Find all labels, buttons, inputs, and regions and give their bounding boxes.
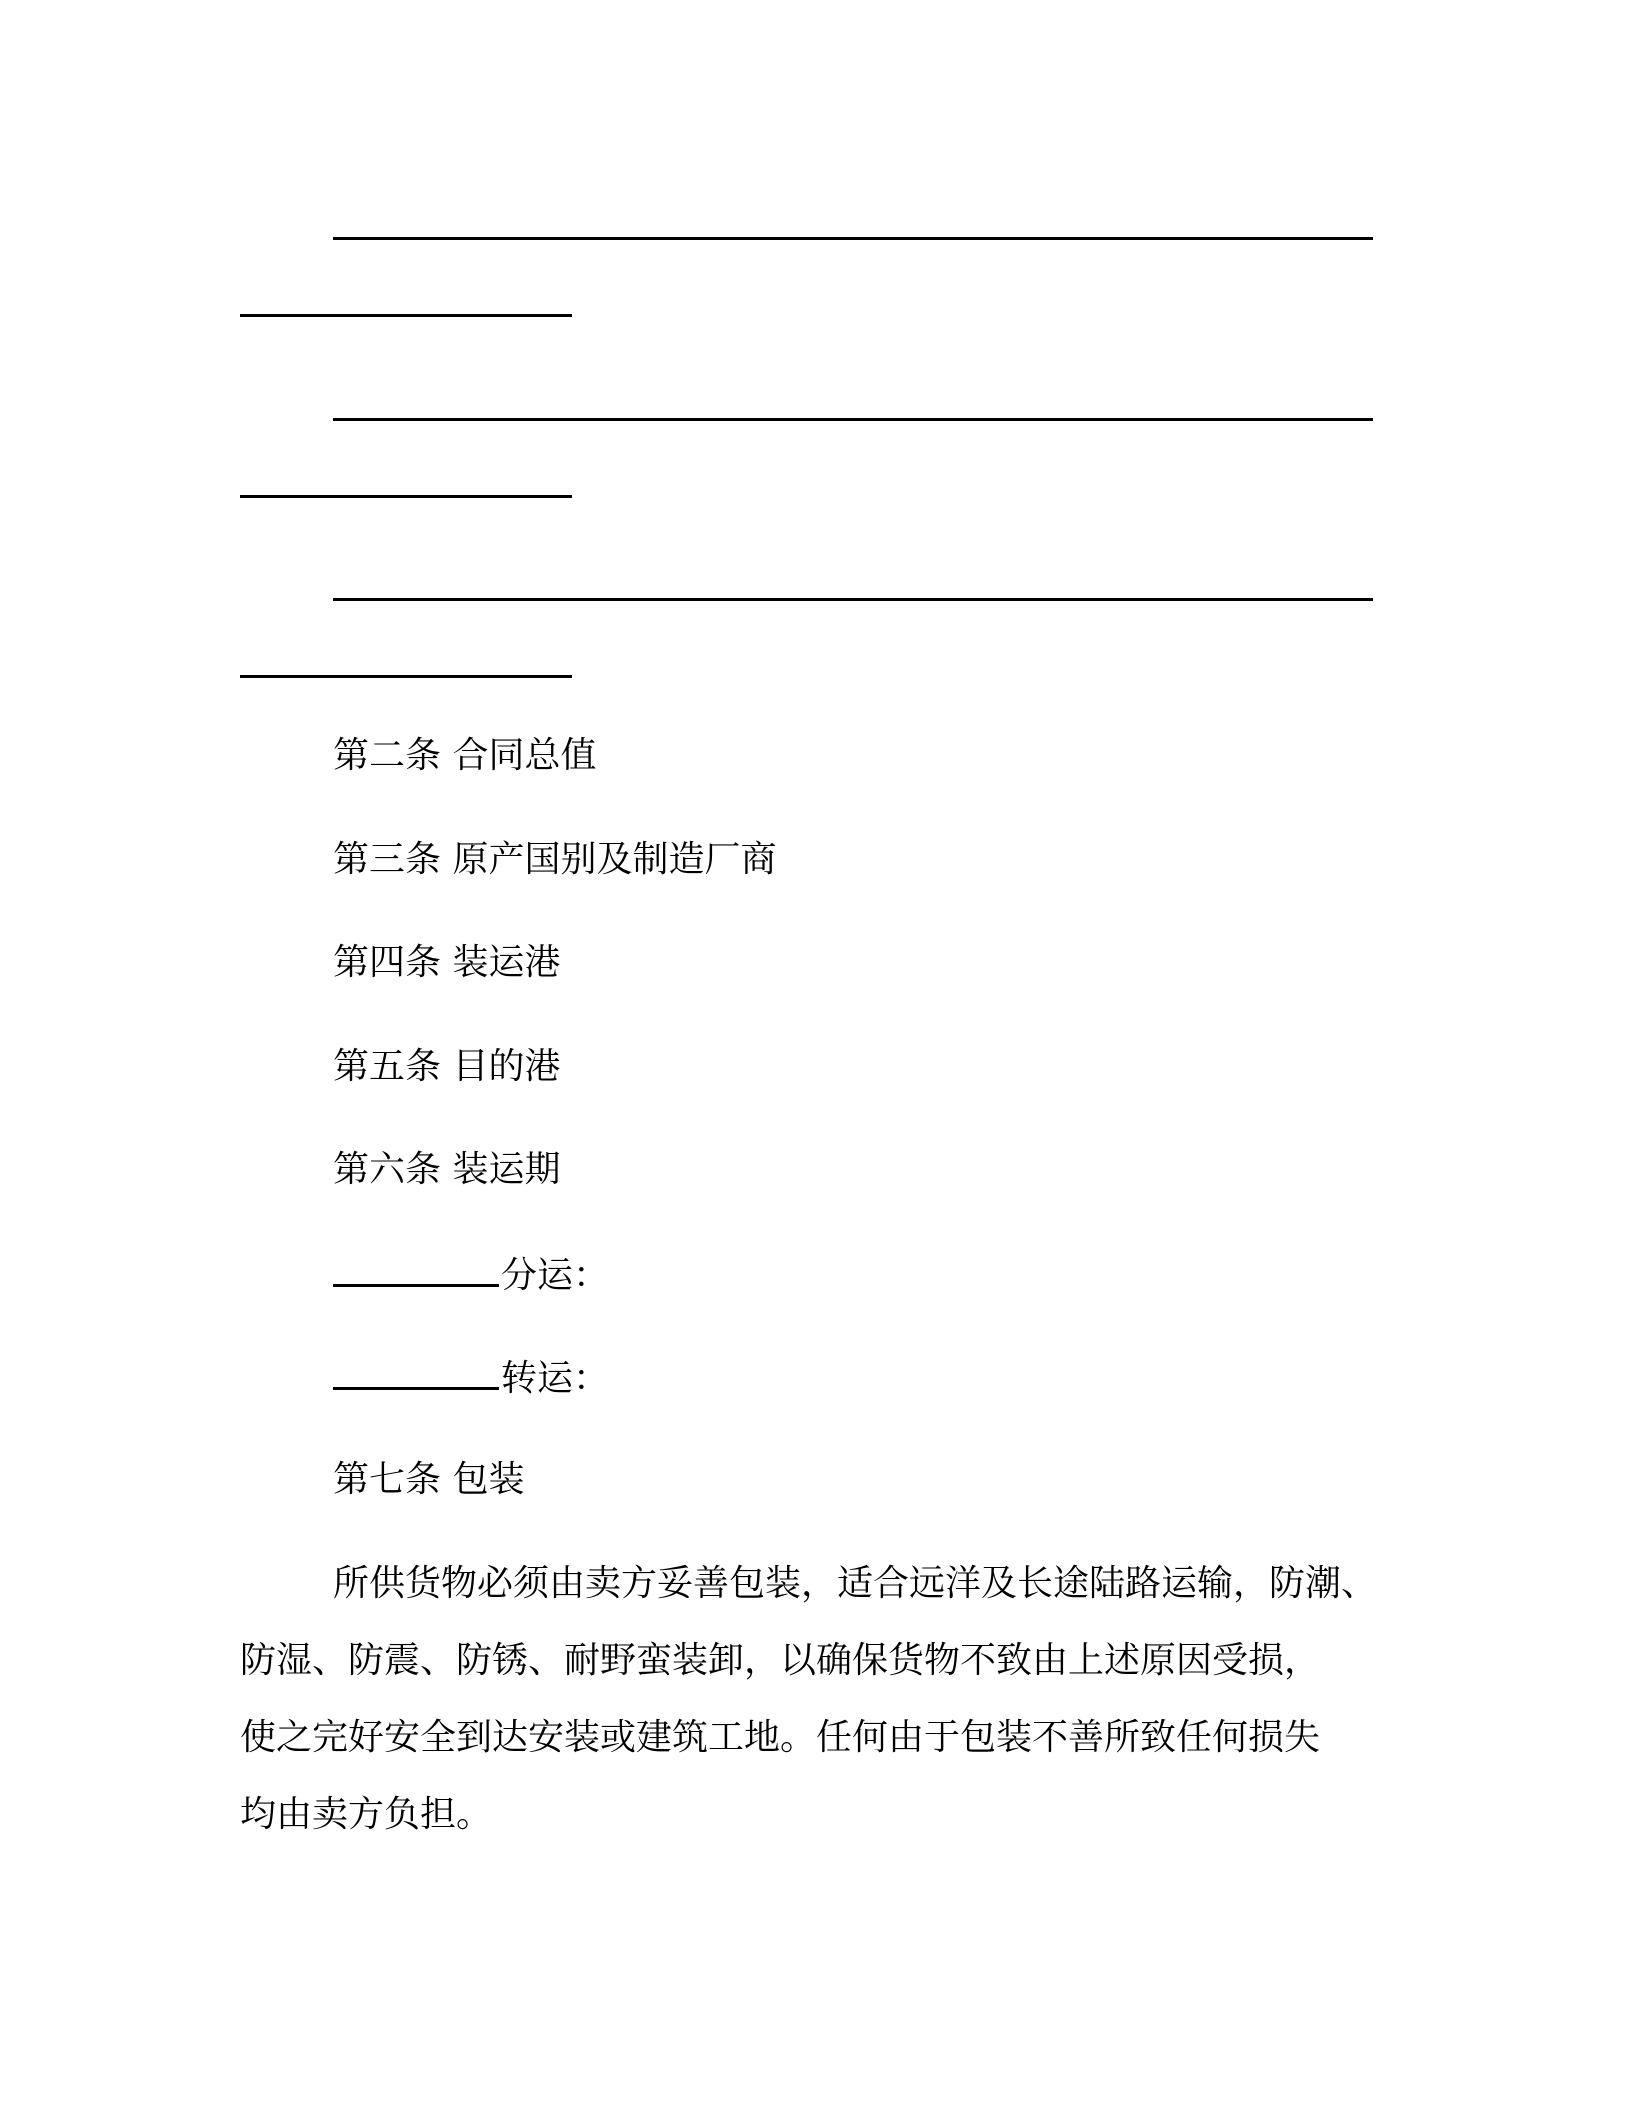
article-4-heading: 第四条 装运港 (333, 942, 561, 983)
packing-paragraph-line-4: 均由卖方负担。 (240, 1794, 493, 1835)
article-6-heading: 第六条 装运期 (333, 1149, 561, 1190)
article-2-heading: 第二条 合同总值 (333, 735, 597, 776)
blank-fill-line-3b (240, 675, 572, 678)
blank-fill-line-2a (333, 418, 1373, 421)
blank-fill-line-1a (333, 237, 1373, 240)
transshipment-blank (333, 1357, 499, 1390)
transshipment-label: 转运： (501, 1358, 610, 1399)
article-5-heading: 第五条 目的港 (333, 1046, 561, 1087)
packing-paragraph-line-3: 使之完好安全到达安装或建筑工地。任何由于包装不善所致任何损失 (240, 1717, 1321, 1758)
packing-paragraph-line-2: 防湿、防震、防锈、耐野蛮装卸，以确保货物不致由上述原因受损， (240, 1640, 1321, 1681)
packing-paragraph-line-1: 所供货物必须由卖方妥善包装，适合远洋及长途陆路运输，防潮、 (333, 1563, 1378, 1604)
article-7-heading: 第七条 包装 (333, 1459, 525, 1500)
blank-fill-line-2b (240, 495, 572, 498)
blank-fill-line-3a (333, 598, 1373, 601)
blank-fill-line-1b (240, 314, 572, 317)
article-3-heading: 第三条 原产国别及制造厂商 (333, 839, 777, 880)
partial-shipment-line (333, 1254, 609, 1296)
transshipment-line (333, 1357, 609, 1399)
partial-shipment-label: 分运： (501, 1255, 610, 1296)
partial-shipment-blank (333, 1254, 499, 1287)
